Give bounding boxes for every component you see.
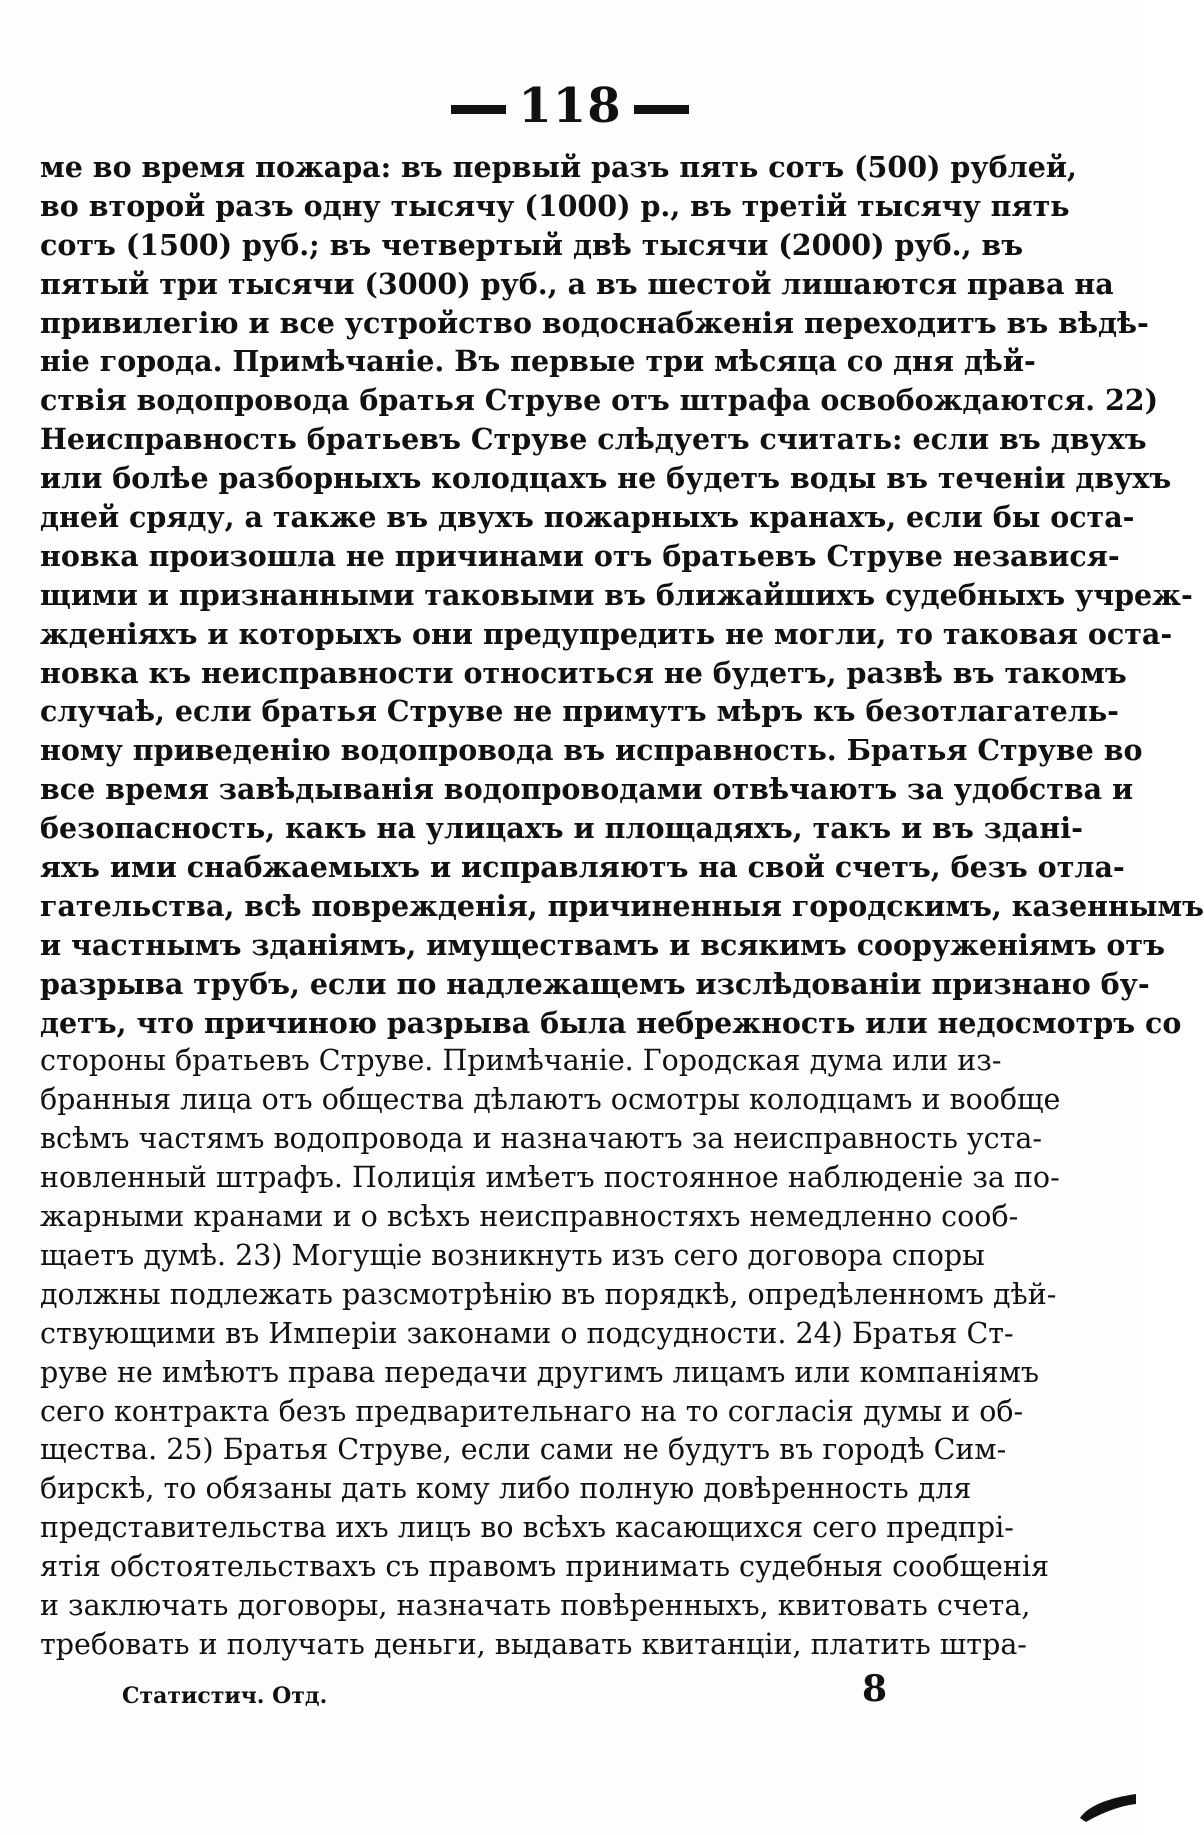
text-line: ному приведенію водопровода въ исправность. Братья Струве во (40, 733, 1143, 768)
text-line: требовать и получать деньги, выдавать квитанціи, платить штра- (40, 1627, 1027, 1661)
text-line: щими и признанными таковыми въ ближайшихъ судебныхъ учреж- (40, 577, 1193, 612)
corner-ink-mark (1078, 1788, 1138, 1824)
text-line: ствія водопровода братья Струве отъ штрафа освобождаются. 22) (40, 383, 1159, 418)
text-line: сего контракта безъ предварительнаго на то согласія думы и об- (40, 1394, 1024, 1428)
text-line: детъ, что причиною разрыва была небрежность или недосмотръ со (40, 1005, 1182, 1040)
text-line: новленный штрафъ. Полиція имѣетъ постоянное наблюденіе за по- (40, 1161, 1060, 1195)
header-dash-right (634, 105, 689, 114)
text-line: ятія обстоятельствахъ съ правомъ принимать судебныя сообщенія (40, 1550, 1049, 1584)
text-line: сотъ (1500) руб.; въ четвертый двѣ тысячи (2000) руб., въ (40, 227, 1024, 262)
text-line: бирскѣ, то обязаны дать кому либо полную довѣренность для (40, 1472, 972, 1506)
text-line: ствующими въ Имперіи законами о подсудности. 24) Братья Ст- (40, 1316, 1014, 1350)
text-line: ме во время пожара: въ первый разъ пять сотъ (500) рублей, (40, 150, 1077, 184)
text-line: безопасность, какъ на улицахъ и площадяхъ, такъ и въ здані- (40, 811, 1083, 846)
text-line: привилегію и все устройство водоснабженія переходитъ въ вѣдѣ- (40, 305, 1149, 340)
text-line: должны подлежать разсмотрѣнію въ порядкѣ, опредѣленномъ дѣй- (40, 1277, 1057, 1311)
page-header (0, 78, 1140, 134)
text-line: стороны братьевъ Струве. Примѣчаніе. Городская дума или из- (40, 1044, 1002, 1078)
sheet-number: 8 (862, 1668, 888, 1710)
text-line: во второй разъ одну тысячу (1000) р., въ третій тысячу пять (40, 188, 1070, 223)
text-line: случаѣ, если братья Струве не примутъ мѣръ къ безотлагатель- (40, 694, 1120, 729)
text-line: и частнымъ зданіямъ, имуществамъ и всякимъ сооруженіямъ отъ (40, 927, 1165, 962)
text-line: гательства, всѣ поврежденія, причиненныя городскимъ, казеннымъ (40, 888, 1204, 923)
text-line: дней сряду, а также въ двухъ пожарныхъ кранахъ, если бы оста- (40, 500, 1135, 535)
text-line: представительства ихъ лицъ во всѣхъ касающихся сего предпрі- (40, 1511, 1014, 1545)
text-line: щаетъ думѣ. 23) Могущіе возникнуть изъ сего договора споры (40, 1238, 985, 1272)
page-number: 118 (518, 78, 622, 134)
text-line: жарными кранами и о всѣхъ неисправностяхъ немедленно сооб- (40, 1200, 1019, 1234)
text-line: пятый три тысячи (3000) руб., а въ шестой лишаются права на (40, 266, 1114, 301)
signature-mark: Статистич. Отд. (122, 1683, 328, 1709)
text-line: яхъ ими снабжаемыхъ и исправляютъ на свой счетъ, безъ отла- (40, 850, 1125, 885)
text-line: все время завѣдыванія водопроводами отвѣчаютъ за удобства и (40, 772, 1134, 807)
text-line: новка къ неисправности относиться не будетъ, развѣ въ такомъ (40, 655, 1127, 690)
text-line: Неисправность братьевъ Струве слѣдуетъ считать: если въ двухъ (40, 422, 1147, 457)
header-dash-left (451, 105, 506, 114)
text-line: или болѣе разборныхъ колодцахъ не будетъ воды въ теченіи двухъ (40, 461, 1172, 496)
text-line: разрыва трубъ, если по надлежащемъ изслѣдованіи признано бу- (40, 966, 1150, 1001)
text-line: и заключать договоры, назначать повѣренныхъ, квитовать счета, (40, 1588, 1031, 1622)
text-line: всѣмъ частямъ водопровода и назначаютъ за неисправность уста- (40, 1122, 1043, 1156)
text-line: новка произошла не причинами отъ братьевъ Струве независя- (40, 538, 1120, 573)
text-line: бранныя лица отъ общества дѣлаютъ осмотры колодцамъ и вообще (40, 1083, 1061, 1117)
text-line: жденіяхъ и которыхъ они предупредить не могли, то таковая оста- (40, 616, 1173, 651)
text-line: ніе города. Примѣчаніе. Въ первые три мѣсяца со дня дѣй- (40, 344, 1036, 379)
body-text (40, 148, 1204, 1665)
text-line: щества. 25) Братья Струве, если сами не будутъ въ городѣ Сим- (40, 1433, 1007, 1467)
text-line: руве не имѣютъ права передачи другимъ лицамъ или компаніямъ (40, 1355, 1040, 1389)
